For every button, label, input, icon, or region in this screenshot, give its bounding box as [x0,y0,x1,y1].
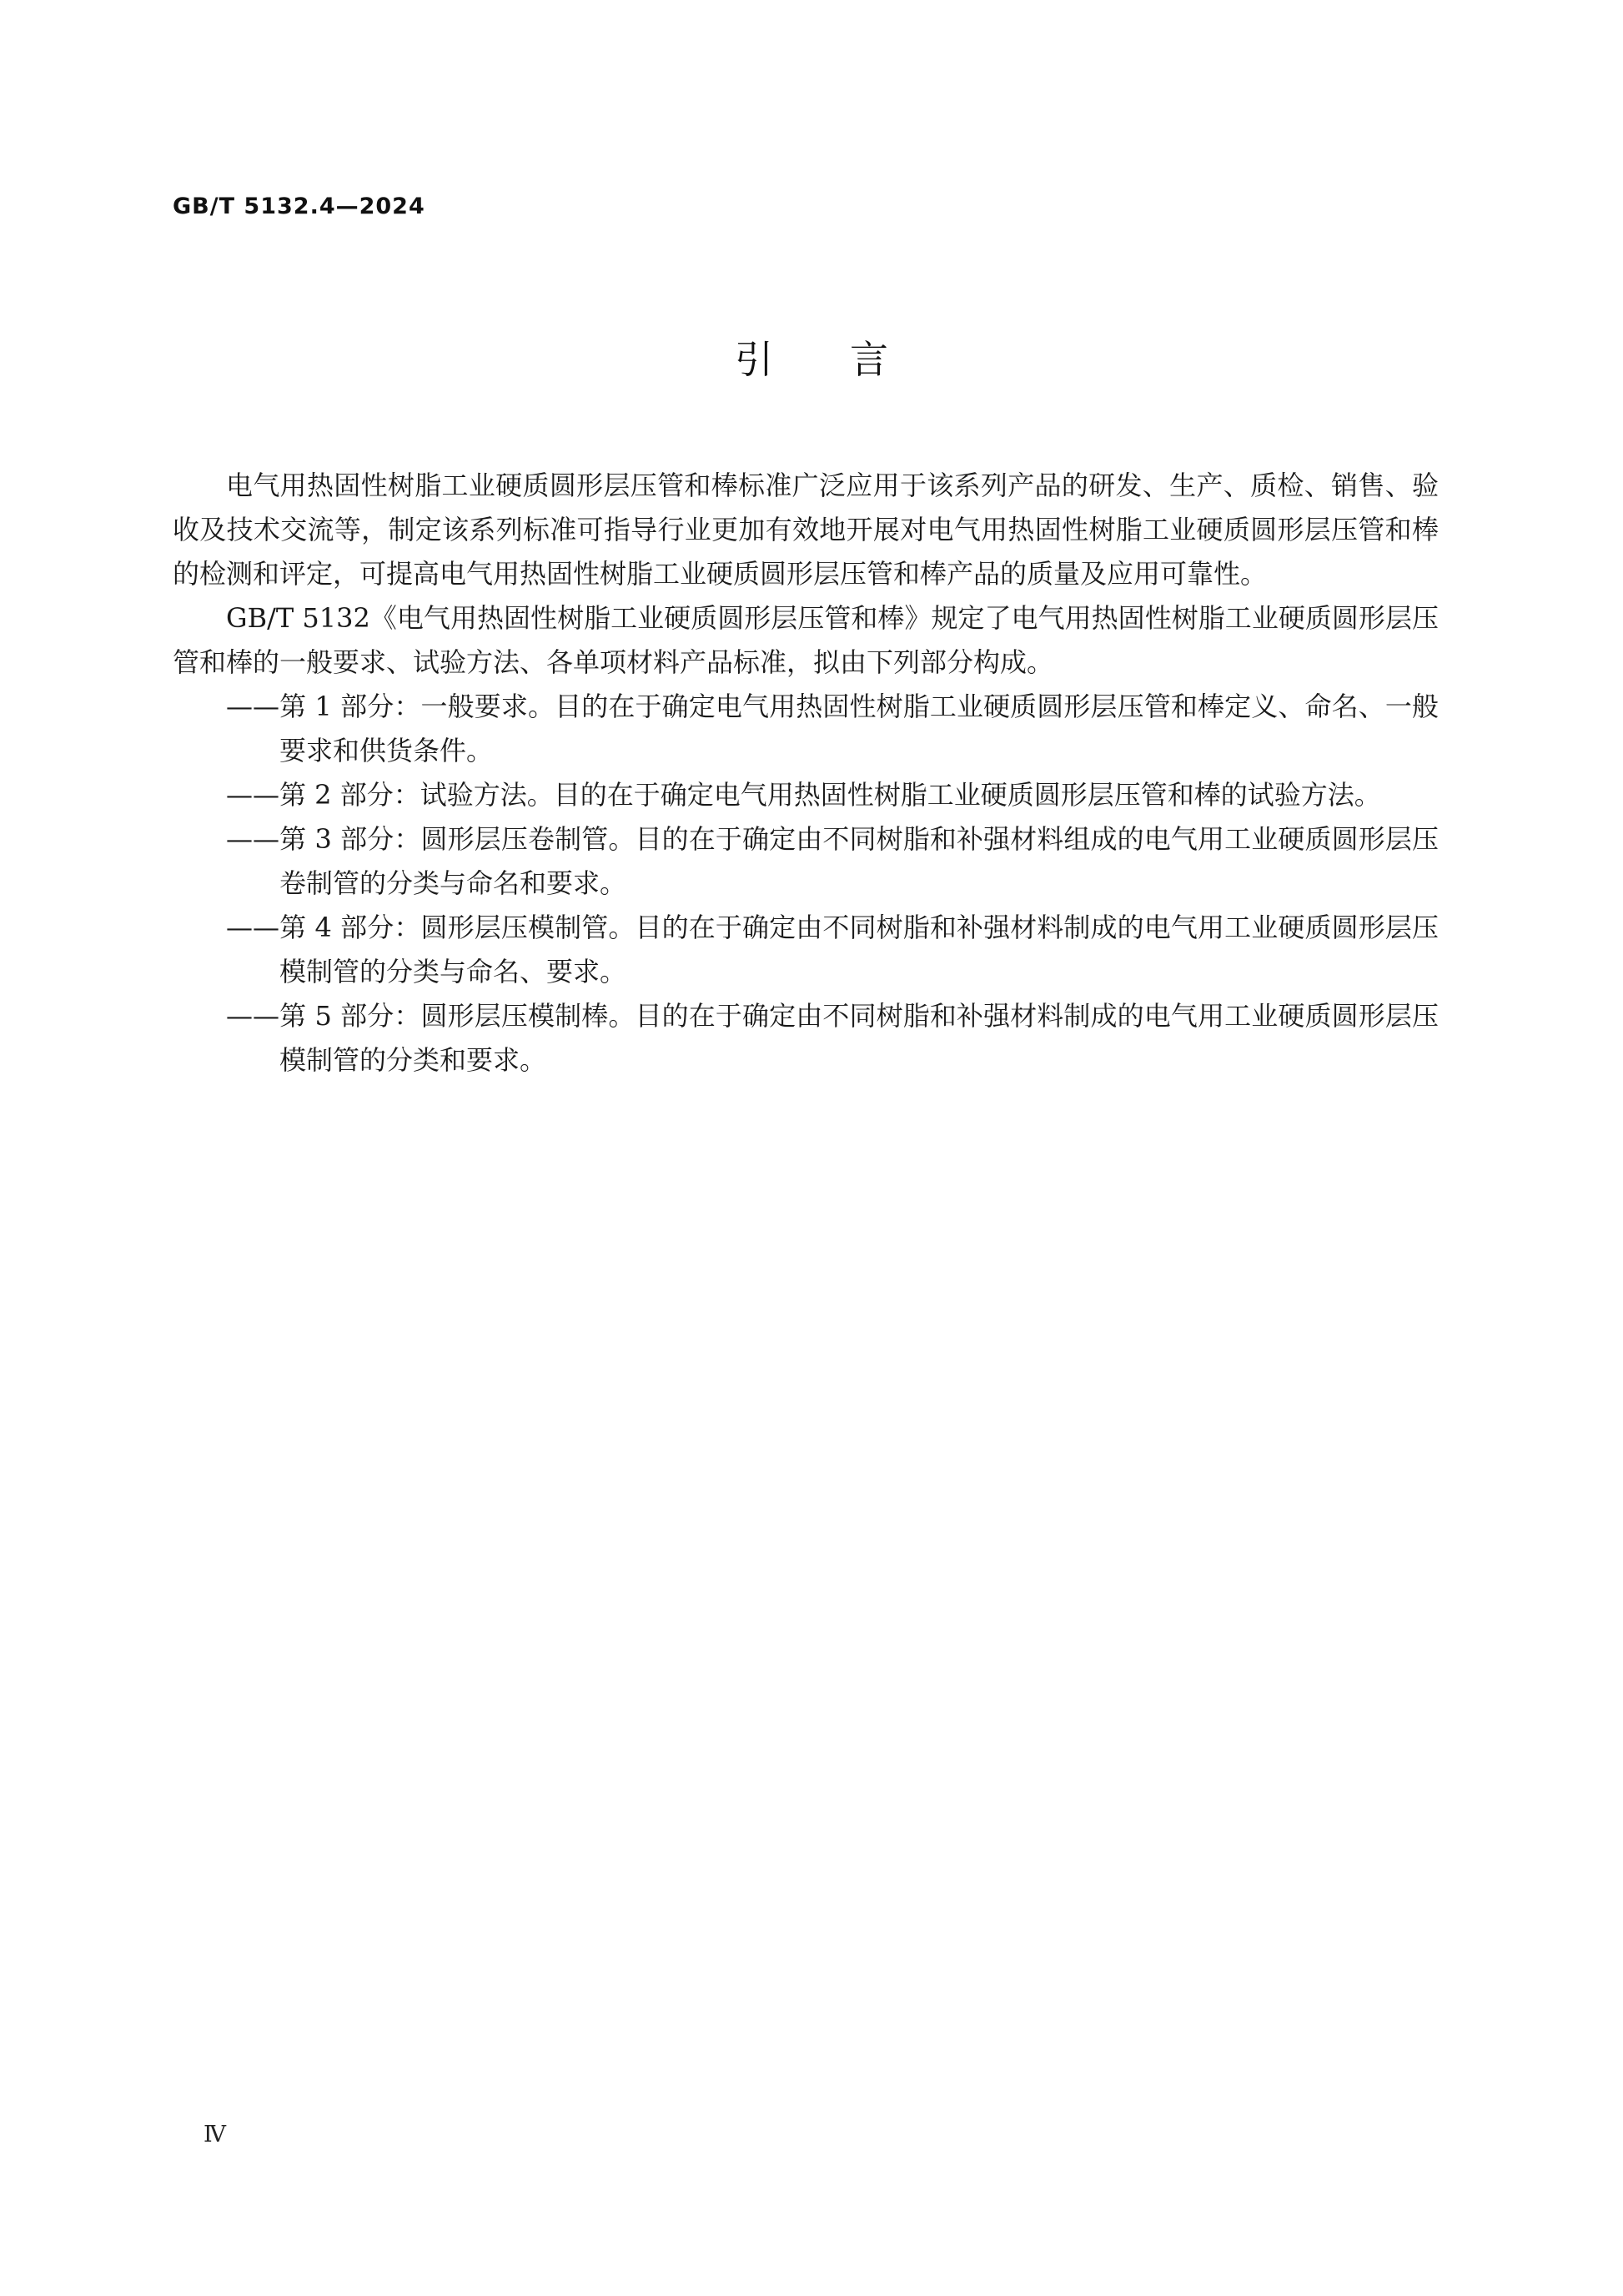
page-number: Ⅳ [204,2122,226,2148]
introduction-body [173,464,1439,1083]
intro-paragraph-1: 电气用热固性树脂工业硬质圆形层压管和棒标准广泛应用于该系列产品的研发、生产、质检、销售、验收及技术交流等，制定该系列标准可指导行业更加有效地开展对电气用热固性树脂工业硬质圆形层压管和棒的检测和评定，可提高电气用热固性树脂工业硬质圆形层压管和棒产品的质量及应用可靠性。 [173,470,1439,590]
intro-paragraph-2: GB/T 5132《电气用热固性树脂工业硬质圆形层压管和棒》规定了电气用热固性树脂工业硬质圆形层压管和棒的一般要求、试验方法、各单项材料产品标准，拟由下列部分构成。 [173,602,1439,678]
standard-code: GB/T 5132.4—2024 [173,193,425,219]
part-item-1: ——第 1 部分：一般要求。目的在于确定电气用热固性树脂工业硬质圆形层压管和棒定义、命名、一般要求和供货条件。 [226,691,1439,766]
page-title [0,329,1623,384]
part-item-5: ——第 5 部分：圆形层压模制棒。目的在于确定由不同树脂和补强材料制成的电气用工业硬质圆形层压模制管的分类和要求。 [226,1000,1439,1076]
part-item-3: ——第 3 部分：圆形层压卷制管。目的在于确定由不同树脂和补强材料组成的电气用工业硬质圆形层压卷制管的分类与命名和要求。 [226,823,1439,899]
title-char-2: 言 [850,337,888,382]
part-item-2: ——第 2 部分：试验方法。目的在于确定电气用热固性树脂工业硬质圆形层压管和棒的试验方法。 [226,779,1381,811]
part-item-4: ——第 4 部分：圆形层压模制管。目的在于确定由不同树脂和补强材料制成的电气用工业硬质圆形层压模制管的分类与命名、要求。 [226,912,1439,987]
title-char-1: 引 [735,337,773,382]
